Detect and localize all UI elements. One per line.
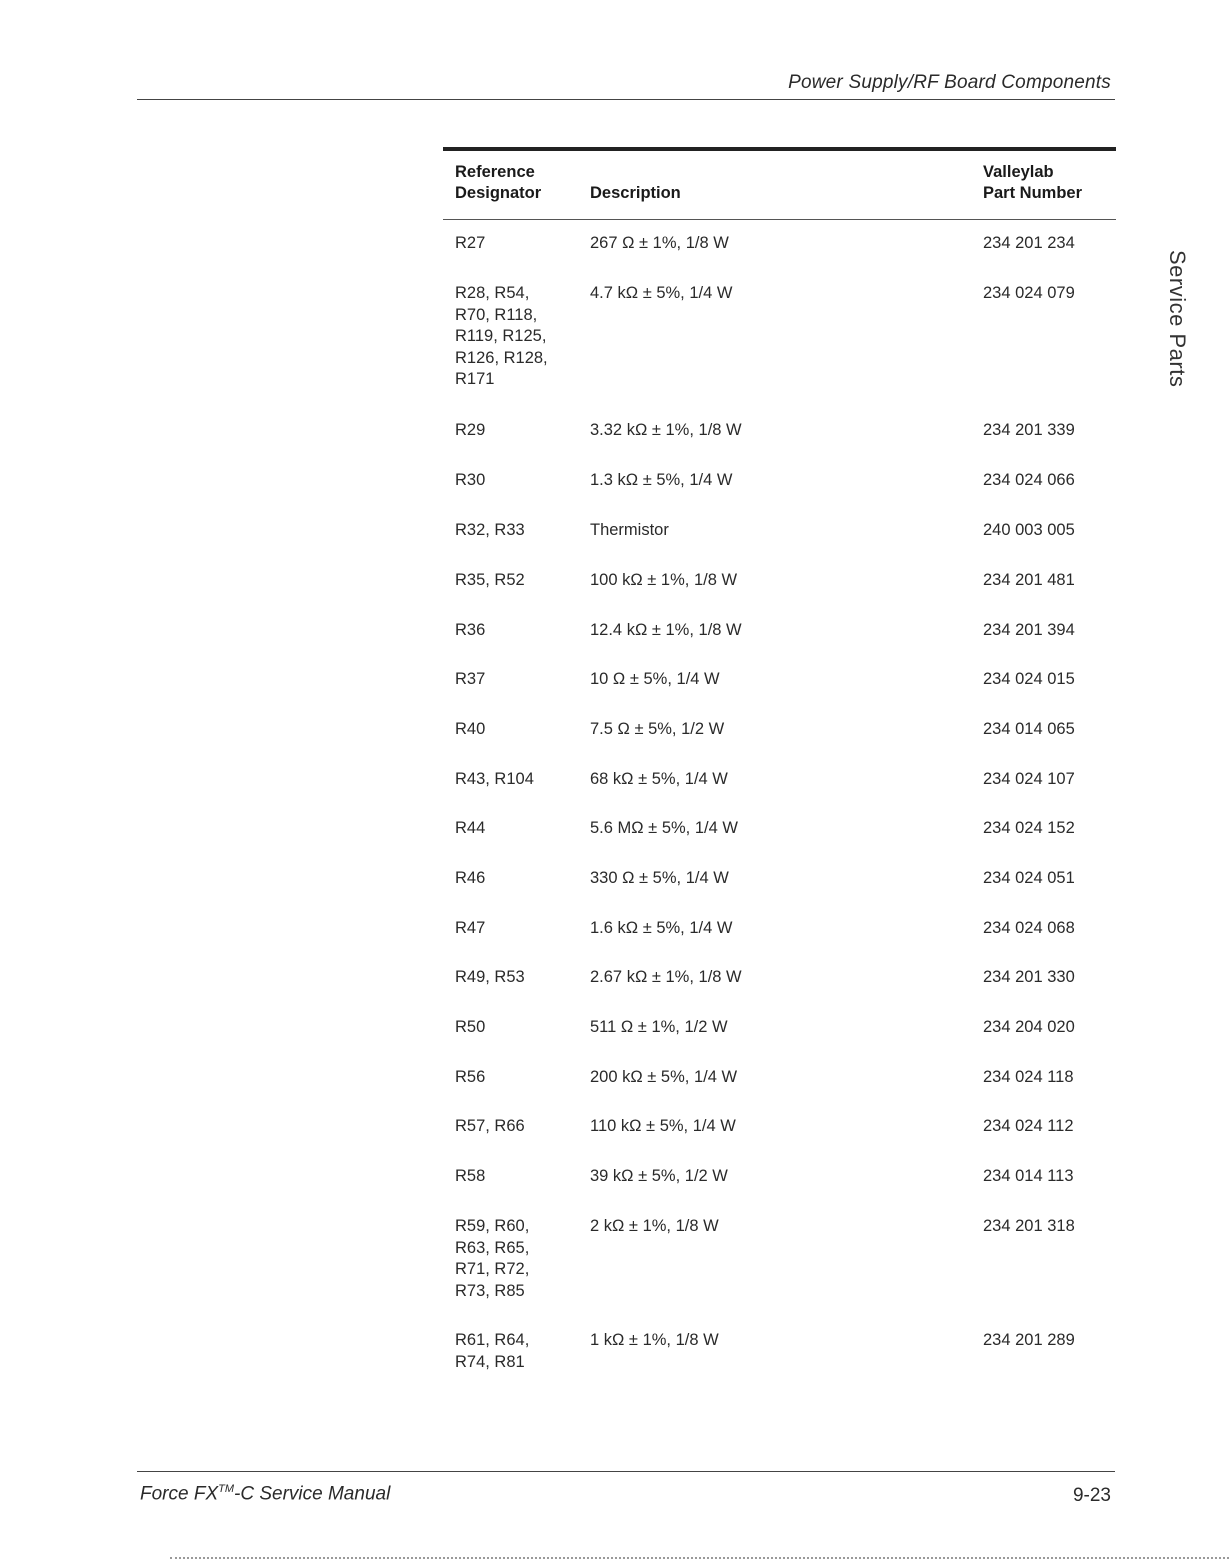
cell-description: 330 Ω ± 5%, 1/4 W: [590, 869, 729, 887]
cell-description: 2 kΩ ± 1%, 1/8 W: [590, 1217, 719, 1235]
reference-line: R73, R85: [455, 1281, 525, 1300]
column-header-reference-designator: [455, 162, 575, 204]
cell-part-number: 234 201 234: [983, 234, 1075, 252]
cell-description: 12.4 kΩ ± 1%, 1/8 W: [590, 621, 742, 639]
cell-part-number: 234 024 068: [983, 919, 1075, 937]
reference-line: R70, R118,: [455, 305, 538, 324]
reference-line: R29: [455, 421, 486, 439]
reference-line: R37: [455, 670, 486, 688]
cell-reference-designator: [455, 620, 580, 642]
cell-part-number: 234 024 066: [983, 471, 1075, 489]
cell-reference-designator: [455, 1017, 580, 1039]
reference-line: R43, R104: [455, 770, 534, 788]
header-rule: [137, 99, 1115, 100]
reference-line: R59, R60,: [455, 1217, 530, 1235]
cell-part-number: 234 201 394: [983, 621, 1075, 639]
cell-reference-designator: [455, 520, 580, 542]
cell-description: 7.5 Ω ± 5%, 1/2 W: [590, 720, 725, 738]
cell-reference-designator: [455, 967, 580, 989]
table-header-rule: [443, 219, 1116, 220]
cell-reference-designator: [455, 570, 580, 592]
cell-part-number: 234 201 330: [983, 968, 1075, 986]
cell-description: 200 kΩ ± 5%, 1/4 W: [590, 1068, 738, 1086]
cell-part-number: 234 024 112: [983, 1117, 1074, 1135]
cell-description: 5.6 MΩ ± 5%, 1/4 W: [590, 819, 738, 837]
cell-reference-designator: [455, 719, 580, 741]
column-header-part-line1: Valleylab: [983, 163, 1054, 181]
reference-line: R74, R81: [455, 1352, 525, 1371]
cell-reference-designator: [455, 669, 580, 691]
cell-part-number: 234 024 152: [983, 819, 1075, 837]
reference-line: R47: [455, 919, 486, 937]
cell-description: 1.3 kΩ ± 5%, 1/4 W: [590, 471, 733, 489]
cell-part-number: 234 201 339: [983, 421, 1075, 439]
cell-description: 2.67 kΩ ± 1%, 1/8 W: [590, 968, 742, 986]
cell-description: 39 kΩ ± 5%, 1/2 W: [590, 1167, 728, 1185]
cell-reference-designator: [455, 1067, 580, 1089]
reference-line: R71, R72,: [455, 1260, 530, 1278]
reference-line: R27: [455, 234, 486, 252]
cell-part-number: 234 024 015: [983, 670, 1075, 688]
page-number: 9-23: [1072, 1485, 1111, 1506]
cell-reference-designator: [455, 1116, 580, 1138]
cell-part-number: 240 003 005: [983, 521, 1075, 539]
cell-part-number: 234 024 051: [983, 869, 1075, 887]
cell-reference-designator: [455, 233, 580, 255]
cell-part-number: 234 201 289: [983, 1331, 1075, 1349]
footer-rule: [137, 1471, 1115, 1472]
reference-line: R63, R65,: [455, 1238, 530, 1257]
reference-line: R28, R54,: [455, 284, 530, 302]
reference-line: R58: [455, 1167, 486, 1185]
cell-part-number: 234 014 113: [983, 1167, 1074, 1185]
cell-part-number: 234 024 079: [983, 284, 1075, 302]
column-header-part-line2: Part Number: [983, 184, 1083, 202]
reference-line: R36: [455, 621, 486, 639]
cell-part-number: 234 024 118: [983, 1068, 1074, 1086]
table-top-rule: [443, 147, 1116, 151]
cell-part-number: 234 201 318: [983, 1217, 1075, 1235]
cell-reference-designator: [455, 1330, 580, 1373]
column-header-reference-line1: Reference: [455, 163, 535, 181]
reference-line: R119, R125,: [455, 327, 547, 345]
reference-line: R126, R128,: [455, 348, 548, 367]
reference-line: R32, R33: [455, 521, 525, 539]
cell-description: 4.7 kΩ ± 5%, 1/4 W: [590, 284, 733, 302]
cell-reference-designator: [455, 420, 580, 442]
cell-description: 1.6 kΩ ± 5%, 1/4 W: [590, 919, 733, 937]
reference-line: R49, R53: [455, 968, 525, 986]
reference-line: R35, R52: [455, 571, 525, 589]
cell-description: 110 kΩ ± 5%, 1/4 W: [590, 1117, 736, 1135]
cell-part-number: 234 024 107: [983, 770, 1075, 788]
cell-reference-designator: [455, 868, 580, 890]
cell-description: 100 kΩ ± 1%, 1/8 W: [590, 571, 738, 589]
column-header-reference-line2: Designator: [455, 184, 542, 202]
cell-description: 10 Ω ± 5%, 1/4 W: [590, 670, 720, 688]
reference-line: R171: [455, 370, 495, 388]
cell-reference-designator: [455, 470, 580, 492]
side-tab-service-parts: Service Parts: [1165, 250, 1190, 388]
cell-description: 3.32 kΩ ± 1%, 1/8 W: [590, 421, 742, 439]
reference-line: R46: [455, 869, 486, 887]
cell-reference-designator: [455, 283, 580, 391]
cell-description: Thermistor: [590, 521, 669, 539]
reference-line: R56: [455, 1068, 486, 1086]
cell-description: 511 Ω ± 1%, 1/2 W: [590, 1018, 728, 1036]
cell-description: 267 Ω ± 1%, 1/8 W: [590, 234, 729, 252]
cell-part-number: 234 201 481: [983, 571, 1075, 589]
cell-description: 68 kΩ ± 5%, 1/4 W: [590, 770, 728, 788]
reference-line: R30: [455, 471, 486, 489]
cell-reference-designator: [455, 918, 580, 940]
footer-title-trademark: TM: [218, 1483, 235, 1495]
footer-title-main: Force FX: [140, 1483, 219, 1505]
page-header-title: Power Supply/RF Board Components: [788, 72, 1111, 93]
cell-description: 1 kΩ ± 1%, 1/8 W: [590, 1331, 719, 1349]
column-header-description: Description: [590, 184, 681, 202]
reference-line: R50: [455, 1018, 486, 1036]
reference-line: R40: [455, 720, 486, 738]
cell-reference-designator: [455, 818, 580, 840]
reference-line: R61, R64,: [455, 1331, 530, 1349]
footer-manual-title: [140, 1483, 390, 1505]
reference-line: R57, R66: [455, 1117, 525, 1135]
cell-reference-designator: [455, 769, 580, 791]
reference-line: R44: [455, 819, 486, 837]
cell-part-number: 234 204 020: [983, 1018, 1075, 1036]
scan-edge-line: [170, 1557, 1229, 1561]
column-header-part-number: [983, 162, 1103, 204]
cell-reference-designator: [455, 1166, 580, 1188]
cell-reference-designator: [455, 1216, 580, 1302]
cell-part-number: 234 014 065: [983, 720, 1075, 738]
footer-title-rest: -C Service Manual: [234, 1483, 391, 1505]
